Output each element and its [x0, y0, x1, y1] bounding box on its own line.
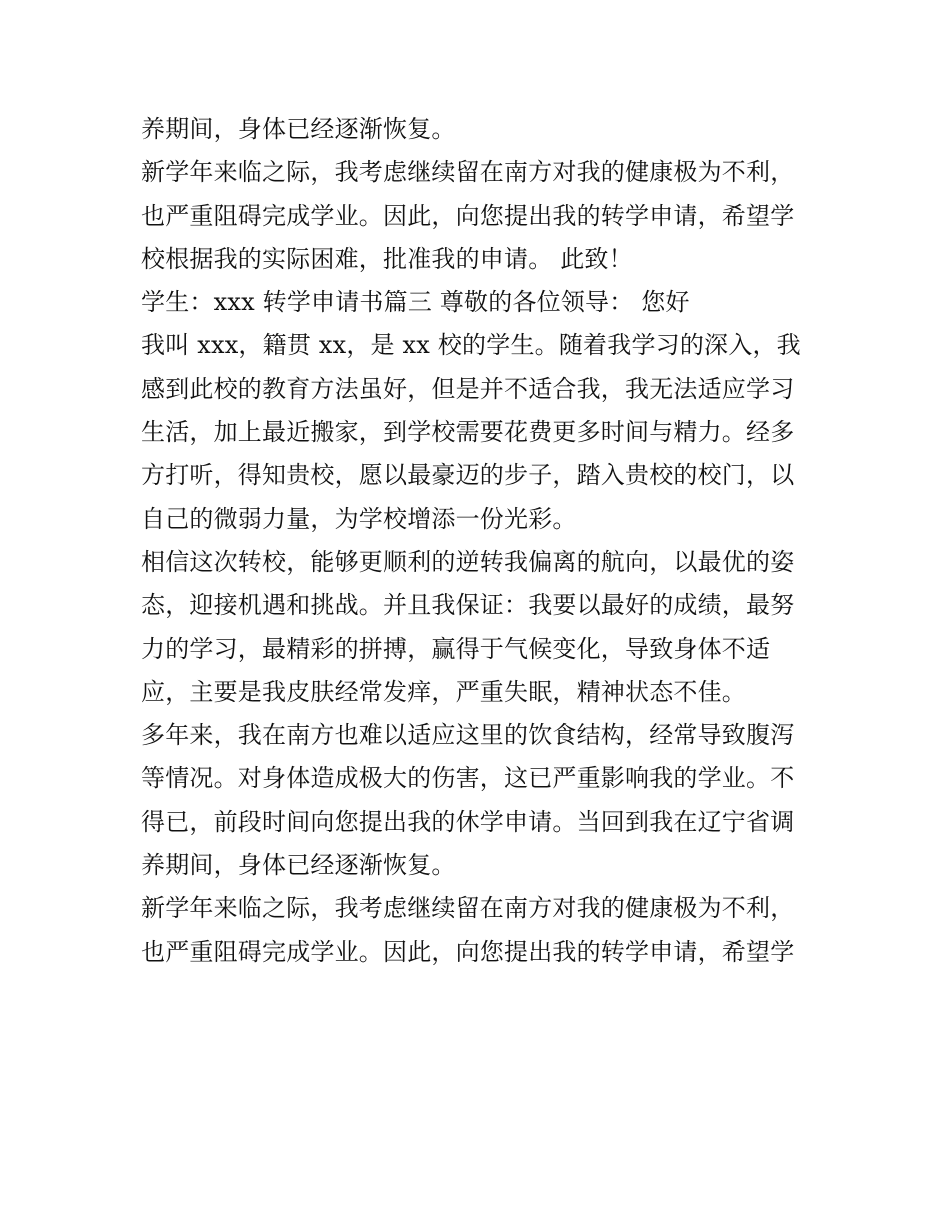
text-line: 学生：xxx 转学申请书篇三 尊敬的各位领导： 您好 — [141, 288, 690, 317]
text-line: 我叫 xxx，籍贯 xx，是 xx 校的学生。随着我学习的深入，我 — [141, 331, 801, 360]
text-line: 新学年来临之际，我考虑继续留在南方对我的健康极为不利， — [141, 158, 795, 187]
document-body — [141, 108, 831, 974]
text-line: 多年来，我在南方也难以适应这里的饮食结构，经常导致腹泻 — [141, 721, 795, 750]
text-line: 自己的微弱力量，为学校增添一份光彩。 — [141, 504, 577, 533]
text-line: 生活，加上最近搬家，到学校需要花费更多时间与精力。经多 — [141, 418, 795, 447]
text-line: 养期间，身体已经逐渐恢复。 — [141, 115, 456, 143]
text-line: 也严重阻碍完成学业。因此，向您提出我的转学申请，希望学 — [141, 937, 795, 966]
text-line: 力的学习，最精彩的拼搏，赢得于气候变化，导致身体不适 — [141, 634, 771, 663]
text-line: 相信这次转校，能够更顺利的逆转我偏离的航向，以最优的姿 — [141, 547, 795, 576]
text-line: 养期间，身体已经逐渐恢复。 — [141, 851, 456, 880]
text-line: 感到此校的教育方法虽好，但是并不适合我，我无法适应学习 — [141, 374, 795, 403]
text-line: 得已，前段时间向您提出我的休学申请。当回到我在辽宁省调 — [141, 807, 795, 836]
text-line: 应，主要是我皮肤经常发痒，严重失眠，精神状态不佳。 — [141, 677, 746, 706]
text-line: 新学年来临之际，我考虑继续留在南方对我的健康极为不利， — [141, 894, 795, 923]
text-line: 态，迎接机遇和挑战。并且我保证：我要以最好的成绩，最努 — [141, 591, 795, 620]
text-line: 等情况。对身体造成极大的伤害，这已严重影响我的学业。不 — [141, 764, 795, 793]
text-line: 方打听，得知贵校，愿以最豪迈的步子，踏入贵校的校门，以 — [141, 461, 795, 490]
text-line: 校根据我的实际困难，批准我的申请。 此致！ — [141, 244, 633, 273]
text-line: 也严重阻碍完成学业。因此，向您提出我的转学申请，希望学 — [141, 201, 795, 230]
